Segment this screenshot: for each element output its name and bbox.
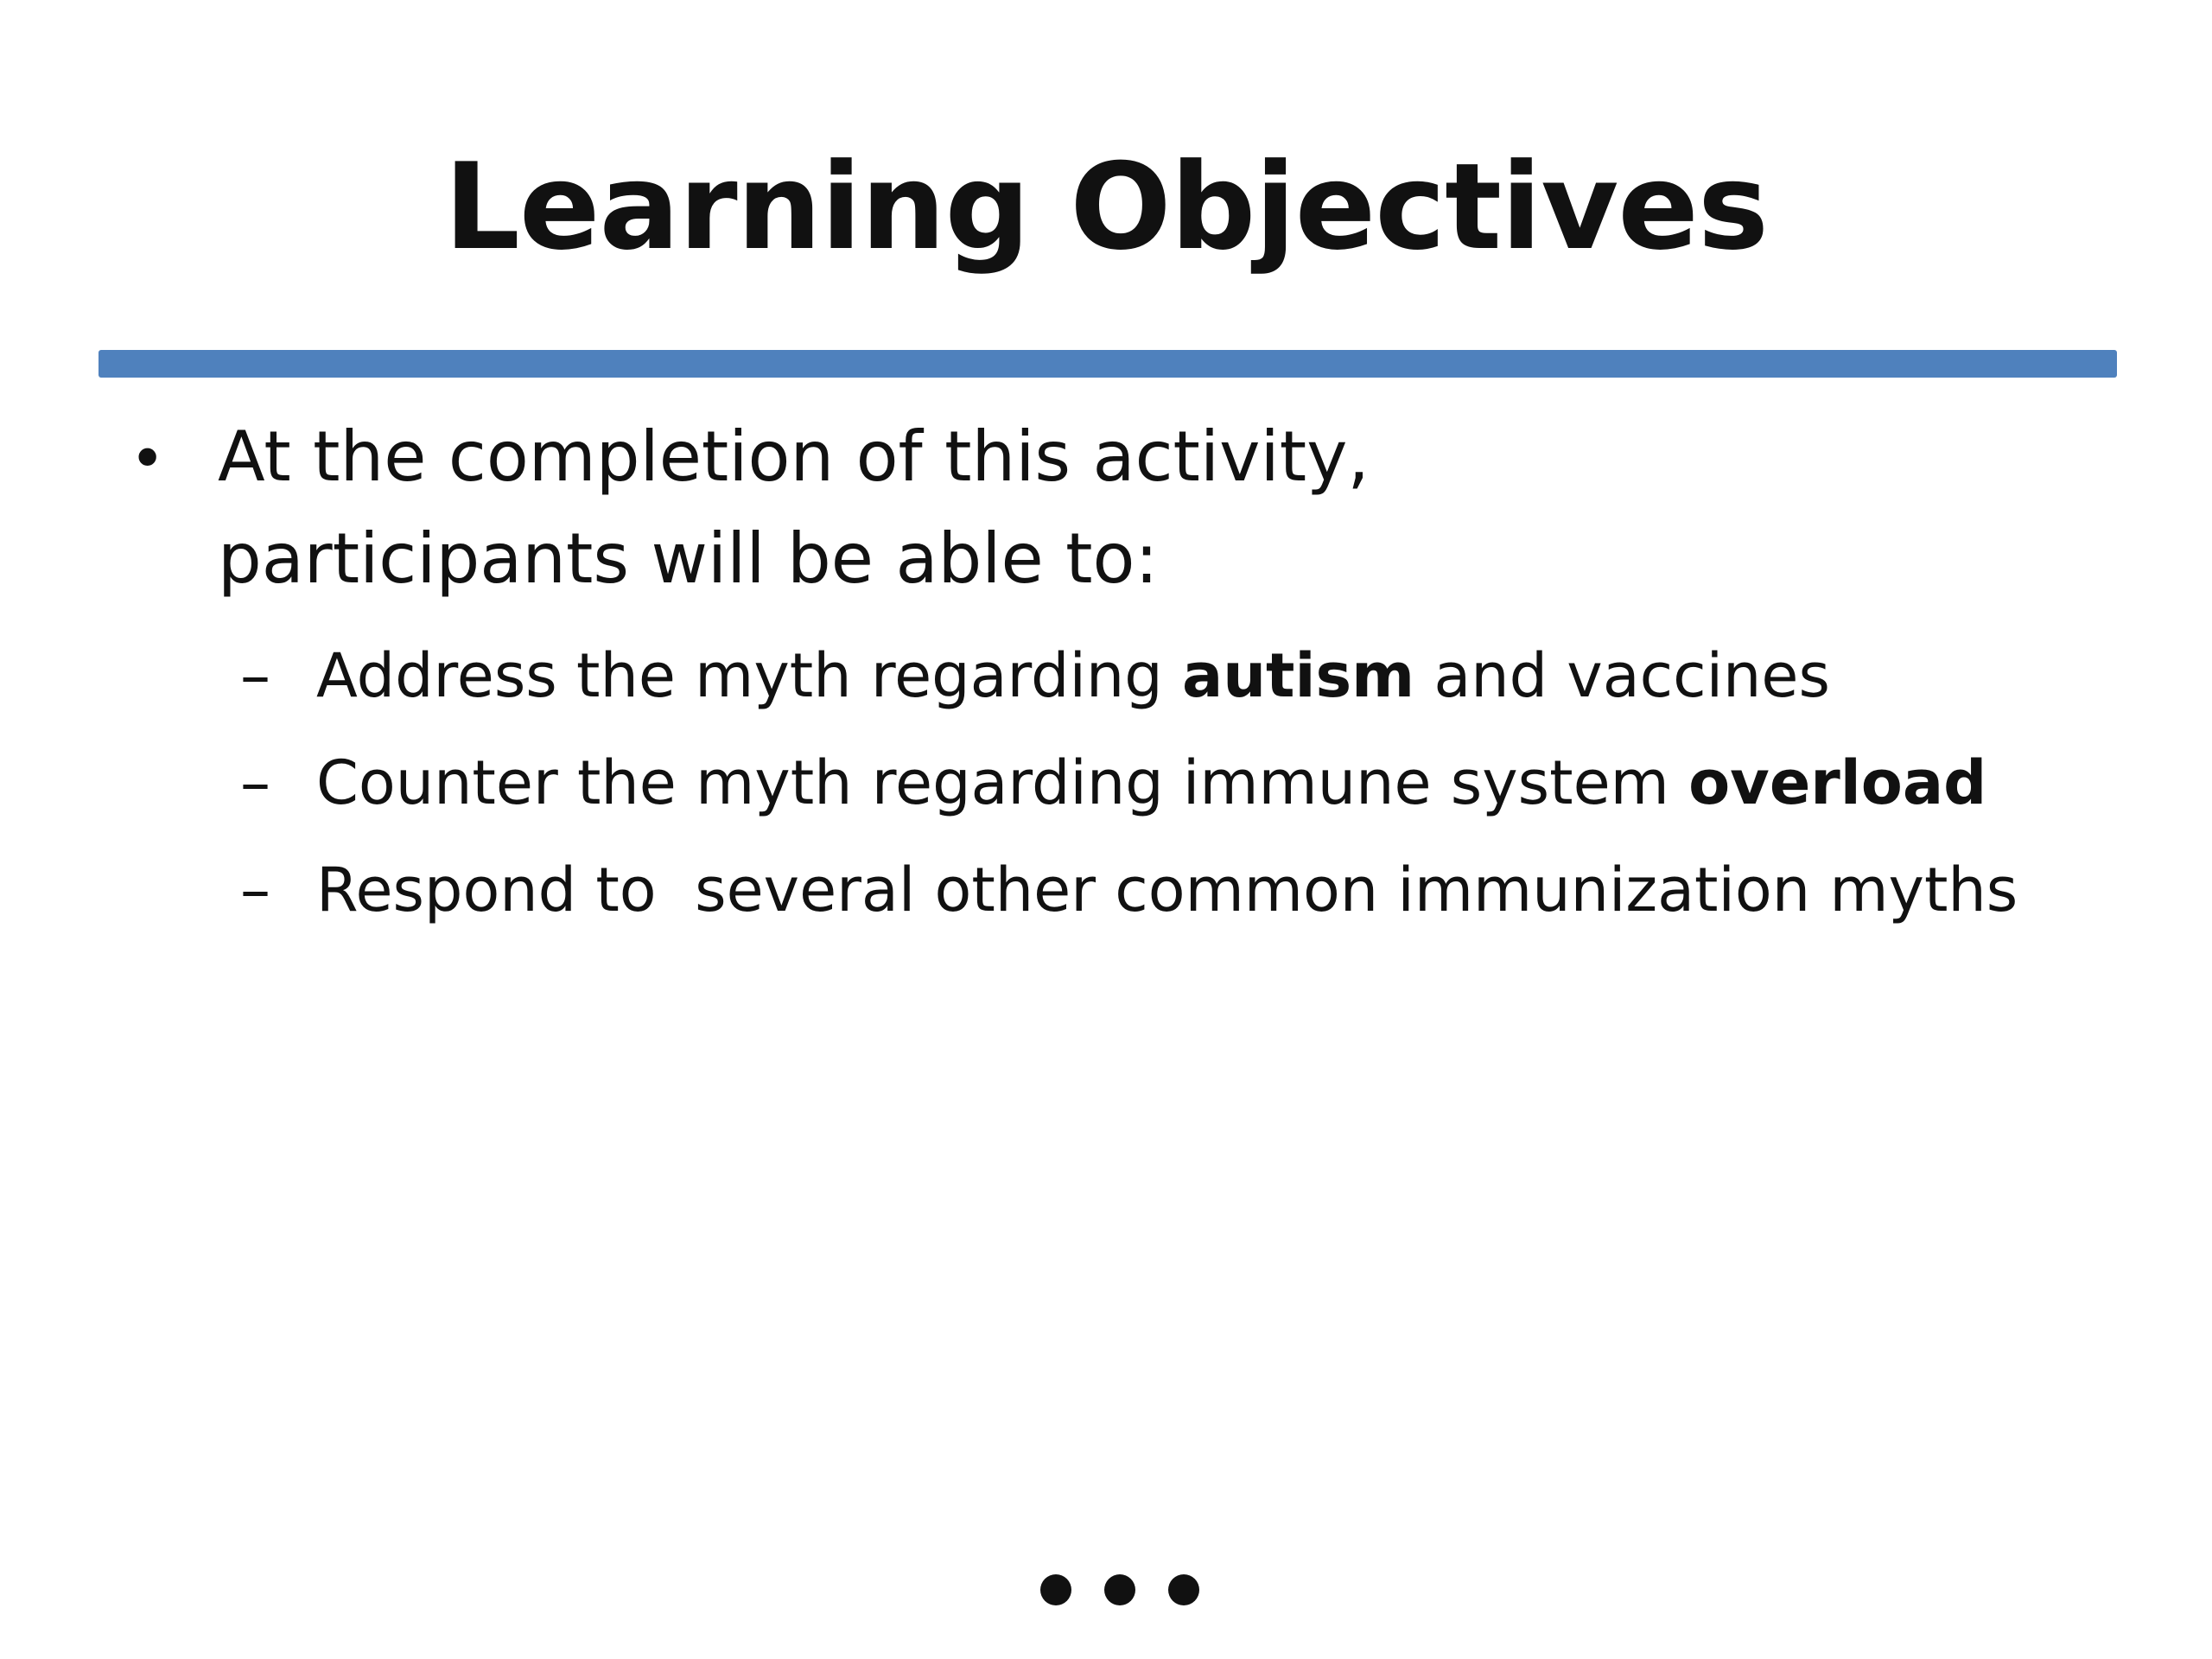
dot-icon [1168,1574,1199,1605]
objective-autism [240,622,2184,729]
dot-icon [1104,1574,1135,1605]
objective-text [316,729,1986,836]
dash-icon: – [240,640,270,711]
objective-text [316,836,2018,944]
objective-text-start: Counter the myth regarding immune system [316,747,1689,818]
main-bullet-line-1: At the completion of this activity, [218,416,1370,497]
dash-icon: – [240,855,270,925]
ellipsis-icon [1040,1574,1213,1609]
title-divider [99,350,2117,378]
main-bullet-line-2: participants will be able to: [218,518,1159,599]
bullet-icon: • [130,423,166,494]
objective-text [316,622,1830,729]
objective-text-end: and vaccines [1414,640,1830,711]
slide-title: Learning Objectives [443,137,1769,276]
objective-text-start: Address the myth regarding [316,640,1182,711]
objective-overload [240,729,2184,836]
dash-icon: – [240,747,270,818]
objective-other-myths [240,836,2184,944]
objective-keyword: overload [1688,747,1987,818]
objectives-list [240,622,2184,944]
objective-text-start: Respond to several other common immunization myths [316,855,2018,925]
dot-icon [1040,1574,1071,1605]
main-bullet-text [218,406,1687,610]
objective-keyword: autism [1181,640,1415,711]
